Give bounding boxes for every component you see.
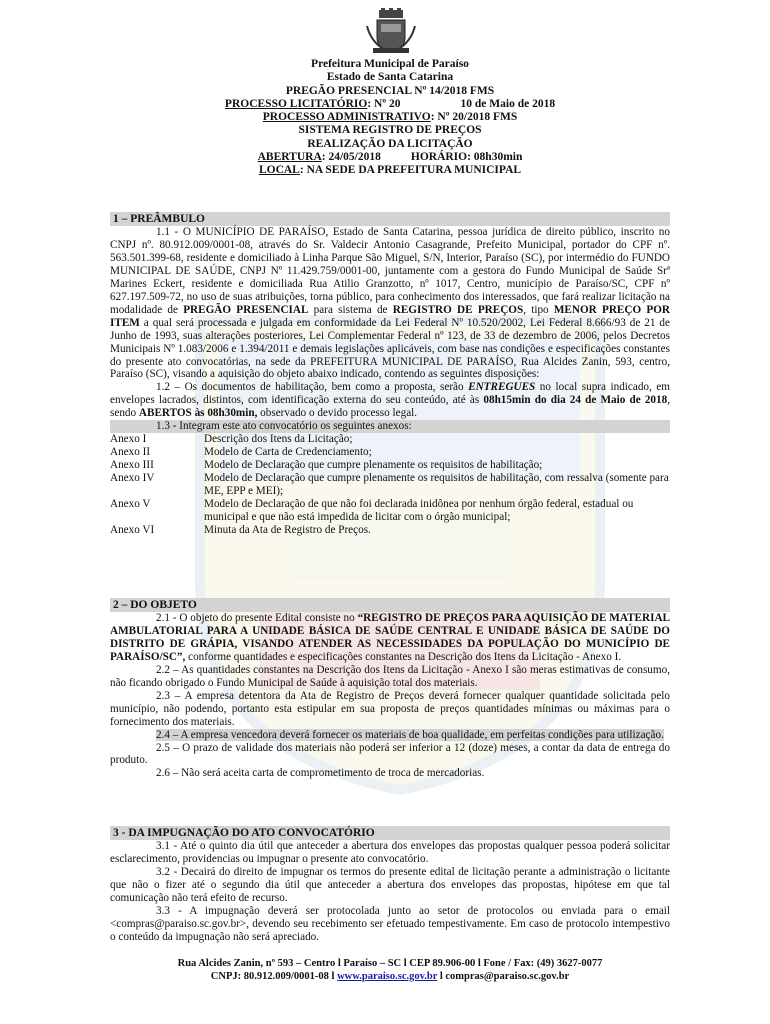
annex-item (110, 524, 670, 537)
annex-item (110, 498, 670, 524)
opening-time: HORÁRIO: 08h30min (410, 151, 523, 164)
text: a qual será processada e julgada em conformidade da Lei Federal Nº 10.520/2002, Lei Federal 8.666/93 de 21 de Junho de 1993, suas alterações posteriores, Lei Complementar Federal nº 123, de 33 de dezembro de 2006, pelos Decretos Municipais Nº 1.083/2006 e 1.394/2011 e demais legislações aplicáveis, com base nas condições e especificações constantes do presente ato convocatórias, na sede da PREFEITURA MUNICIPAL DE PARAÍSO, Rua Alcides Zanin, 593, centro, Paraíso (SC), visando a aquisição do objeto abaixo indicado, contendo as seguintes disposições: (110, 316, 670, 381)
header-line-1: Prefeitura Municipal de Paraíso (311, 58, 469, 70)
location-value: : NA SEDE DA PREFEITURA MUNICIPAL (299, 164, 522, 177)
paragraph-1-3: 1.3 - Integram este ato convocatório os seguintes anexos: (110, 420, 670, 433)
text: , tipo (523, 303, 554, 316)
footer-email: l compras@paraiso.sc.gov.br (437, 971, 570, 982)
footer-address: Rua Alcides Zanin, nº 593 – Centro l Paraíso – SC l CEP 89.906-00 l Fone / Fax: (49) 3627-0077 (177, 958, 603, 969)
header-line-9 (110, 164, 670, 177)
admin-process-label: PROCESSO ADMINISTRATIVO (262, 111, 431, 124)
annex-item (110, 459, 670, 472)
annex-key: Anexo III (110, 459, 154, 472)
bold-text: PREGÃO PRESENCIAL (183, 303, 309, 316)
paragraph-1-2 (110, 381, 670, 420)
header-line-8 (110, 151, 670, 164)
annex-desc: Modelo de Carta de Credenciamento; (204, 446, 372, 459)
bold-text: “REGISTRO DE PREÇOS PARA AQUISIÇÃO DE MATERIAL AMBULATORIAL PARA A UNIDADE BÁSICA DE SAÚDE CENTRAL E UNIDADE BÁSICA DE SAÚDE DO DISTRITO DE GRÁPIA, VISANDO ATENDER AS NECESSIDADES DA POPULAÇÃO DO MUNICÍPIO DE PARAÍSO/SC”, (110, 612, 670, 663)
process-label: PROCESSO LICITATÓRIO (224, 97, 368, 110)
process-date: 10 de Maio de 2018 (460, 97, 556, 110)
website-link[interactable]: www.paraiso.sc.gov.br (337, 971, 438, 982)
paragraph-3-3: 3.3 - A impugnação deverá ser protocolada junto ao setor de protocolos ou enviada para o email <compras@paraiso.sc.gov.br>, devendo seu recebimento ser efetuado tempestivamente. Em caso de protocolo intempestivo o conteúdo da impugnação não será apreciado. (110, 904, 670, 943)
admin-process-value: : Nº 20/2018 FMS (430, 111, 518, 124)
text: 1.1 - O MUNICÍPIO DE PARAÍSO, Estado de Santa Catarina, pessoa jurídica de direito público, inscrito no CNPJ nº. 80.912.009/0001-08, através do Sr. Valdecir Antonio Casagrande, Prefeito Municipal, portador do CPF nº. 563.501.399-68, residente e domiciliado à Linha Parque São Miguel, S/N, Interior, Paraíso (SC), por intermédio do FUNDO MUNICIPAL DE SAÚDE, CNPJ Nº 11.429.759/0001-00, juntamente com a gestora do Fundo Municipal de Saúde Srª Marines Eckert, residente e domiciliada Rua Atilio Granzotto, nº 1017, Centro, município de Paraíso/SC, CPF nº 627.197.509-72, no uso de suas atribuições, torna público, para conhecimento dos interessados, que fará realizar licitação na modalidade de (110, 226, 670, 316)
bold-text: MENOR PREÇO POR ITEM (110, 303, 670, 329)
paragraph-3-1: 3.1 - Até o quinto dia útil que anteceder a abertura dos envelopes das propostas qualquer pessoa poderá solicitar esclarecimento, providencias ou impugnar o presente ato convocatório. (110, 840, 670, 865)
text: , sendo (110, 394, 670, 420)
annex-desc: Modelo de Declaração que cumpre plenamente os requisitos de habilitação; (204, 459, 543, 472)
document-footer (110, 957, 670, 983)
highlighted-text: 2.4 – A empresa vencedora deverá fornecer os materiais de boa qualidade, em perfeitas condições para utilização. (156, 728, 664, 741)
annex-desc: Descrição dos Itens da Licitação; (204, 433, 353, 446)
section-object (110, 598, 670, 780)
coat-of-arms-logo (365, 8, 417, 54)
opening-value: : 24/05/2018 (321, 151, 381, 164)
footer-cnpj: CNPJ: 80.912.009/0001-08 l (210, 971, 338, 982)
bold-italic-text: ENTREGUES (468, 381, 536, 394)
process-value: : Nº 20 (367, 97, 401, 110)
annex-item (110, 433, 670, 446)
header-line-7: REALIZAÇÃO DA LICITAÇÃO (307, 137, 473, 150)
annex-item (110, 472, 670, 498)
bold-text: ABERTOS às 08h30min, (138, 407, 258, 420)
section-title-preamble: 1 – PREÂMBULO (110, 212, 670, 226)
location-label: LOCAL (258, 164, 300, 177)
paragraph-2-1 (110, 612, 670, 664)
text: 1.2 – Os documentos de habilitação, bem como a proposta, serão (156, 381, 469, 394)
text: para sistema de (308, 303, 393, 316)
bold-text: REGISTRO DE PREÇOS (392, 303, 524, 316)
annex-key: Anexo IV (110, 472, 155, 485)
document-header (110, 58, 670, 178)
annex-desc: Modelo de Declaração de que não foi declarada inidônea por nenhum órgão federal, estadual ou municipal e que não está impedida de licitar com o órgão municipal; (204, 498, 634, 523)
annex-list (110, 433, 670, 537)
bold-text: 08h15min do dia 24 de Maio de 2018 (483, 394, 668, 407)
annex-desc: Modelo de Declaração que cumpre plenamente os requisitos de habilitação, com ressalva (somente para ME, EPP e MEI); (204, 472, 669, 498)
header-line-4 (110, 98, 670, 111)
paragraph-3-2: 3.2 - Decairá do direito de impugnar os termos do presente edital de licitação perante a administração o licitante que não o fizer até o segundo dia útil que anteceder a abertura dos envelopes das propostas, hipótese em que tal comunicação não terá efeito de recurso. (110, 865, 670, 904)
header-line-2: Estado de Santa Catarina (326, 71, 454, 84)
paragraph-2-6: 2.6 – Não será aceita carta de comprometimento de troca de mercadorias. (156, 767, 485, 780)
text: conforme quantidades e especificações constantes na Descrição dos Itens da Licitação - Anexo I. (185, 650, 622, 663)
text: no local supra indicado, em envelopes lacrados, distintos, com identificação externa do seu conteúdo, até às (110, 381, 670, 407)
opening-label: ABERTURA (257, 151, 322, 164)
annex-item (110, 446, 670, 459)
section-title-impugnation: 3 - DA IMPUGNAÇÃO DO ATO CONVOCATÓRIO (110, 826, 670, 840)
paragraph-2-5: 2.5 – O prazo de validade dos materiais não poderá ser inferior a 12 (doze) meses, a contar da data de entrega do produto. (110, 741, 670, 767)
annex-key: Anexo VI (110, 523, 155, 536)
annex-desc: Minuta da Ata de Registro de Preços. (204, 523, 371, 536)
header-line-3: PREGÃO PRESENCIAL Nº 14/2018 FMS (285, 84, 495, 97)
section-preamble (110, 212, 670, 537)
paragraph-1-1 (110, 226, 670, 381)
footer-contact (110, 970, 670, 983)
text: observado o devido processo legal. (257, 407, 418, 420)
section-title-object: 2 – DO OBJETO (110, 598, 670, 612)
header-line-6: SISTEMA REGISTRO DE PREÇOS (298, 124, 482, 137)
annex-key: Anexo V (110, 498, 151, 511)
annex-key: Anexo I (110, 433, 147, 446)
paragraph-2-3: 2.3 – A empresa detentora da Ata de Registro de Preços deverá fornecer qualquer quantidade solicitada pelo município, não podendo, portanto esta estipular em sua proposta de preços quantidades mínimas ou máximas para o fornecimento dos materiais. (110, 689, 670, 728)
annex-key: Anexo II (110, 446, 151, 459)
section-impugnation (110, 826, 670, 944)
text: 2.1 - O objeto do presente Edital consiste no (156, 612, 358, 624)
paragraph-2-4 (110, 729, 670, 742)
paragraph-2-2: 2.2 – As quantidades constantes na Descrição dos Itens da Licitação - Anexo I são meras estimativas de consumo, não ficando obrigado o Fundo Municipal de Saúde à aquisição total dos materiais. (110, 663, 670, 689)
header-line-5 (110, 111, 670, 124)
